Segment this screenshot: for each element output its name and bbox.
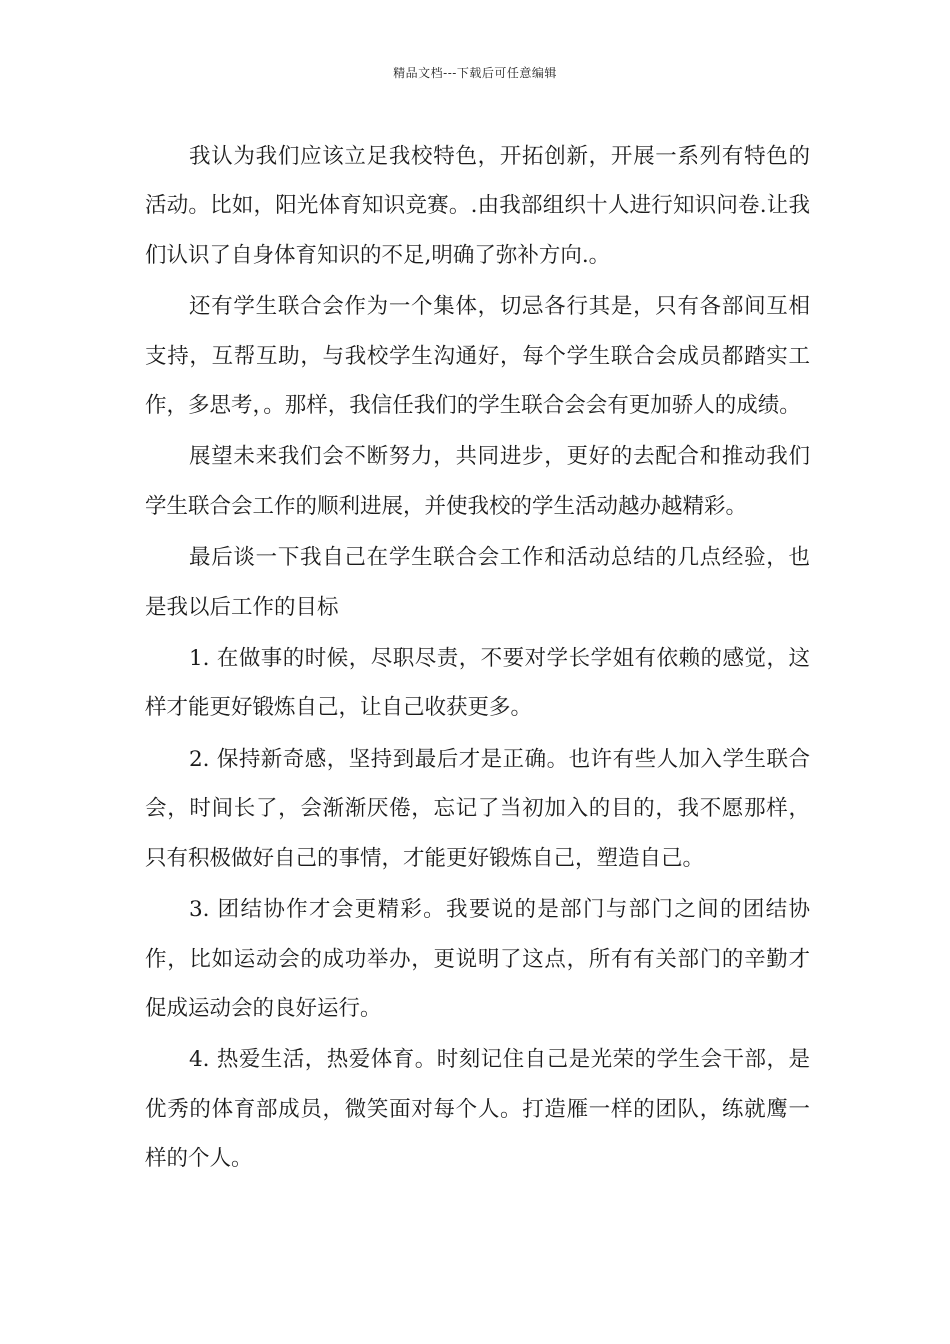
list-item: 3. 团结协作才会更精彩。我要说的是部门与部门之间的团结协作，比如运动会的成功举办，更说明了这点，所有有关部门的辛勤才促成运动会的良好运行。 (145, 897, 810, 1021)
paragraph: 我认为我们应该立足我校特色，开拓创新，开展一系列有特色的活动。比如，阳光体育知识竞赛。.由我部组织十人进行知识问卷.让我们认识了自身体育知识的不足,明确了弥补方向.。 (145, 144, 810, 268)
paragraph: 展望未来我们会不断努力，共同进步，更好的去配合和推动我们学生联合会工作的顺利进展，并使我校的学生活动越办越精彩。 (145, 444, 810, 519)
paragraph: 还有学生联合会作为一个集体，切忌各行其是，只有各部间互相支持，互帮互助，与我校学生沟通好，每个学生联合会成员都踏实工作，多思考，。那样，我信任我们的学生联合会会有更加骄人的成绩。 (145, 294, 810, 419)
page-header: 精品文档---下载后可任意编辑 (393, 66, 557, 80)
list-item: 2. 保持新奇感，坚持到最后才是正确。也许有些人加入学生联合会，时间长了，会渐渐厌倦，忘记了当初加入的目的，我不愿那样，只有积极做好自己的事情，才能更好锻炼自己，塑造自己。 (145, 746, 810, 871)
list-item: 1. 在做事的时候，尽职尽责，不要对学长学姐有依赖的感觉，这样才能更好锻炼自己，让自己收获更多。 (145, 646, 810, 721)
list-item: 4. 热爱生活，热爱体育。时刻记住自己是光荣的学生会干部，是优秀的体育部成员，微笑面对每个人。打造雁一样的团队，练就鹰一样的个人。 (145, 1047, 810, 1172)
paragraph: 最后谈一下我自己在学生联合会工作和活动总结的几点经验，也是我以后工作的目标 (145, 545, 810, 620)
document-body (145, 132, 810, 1186)
